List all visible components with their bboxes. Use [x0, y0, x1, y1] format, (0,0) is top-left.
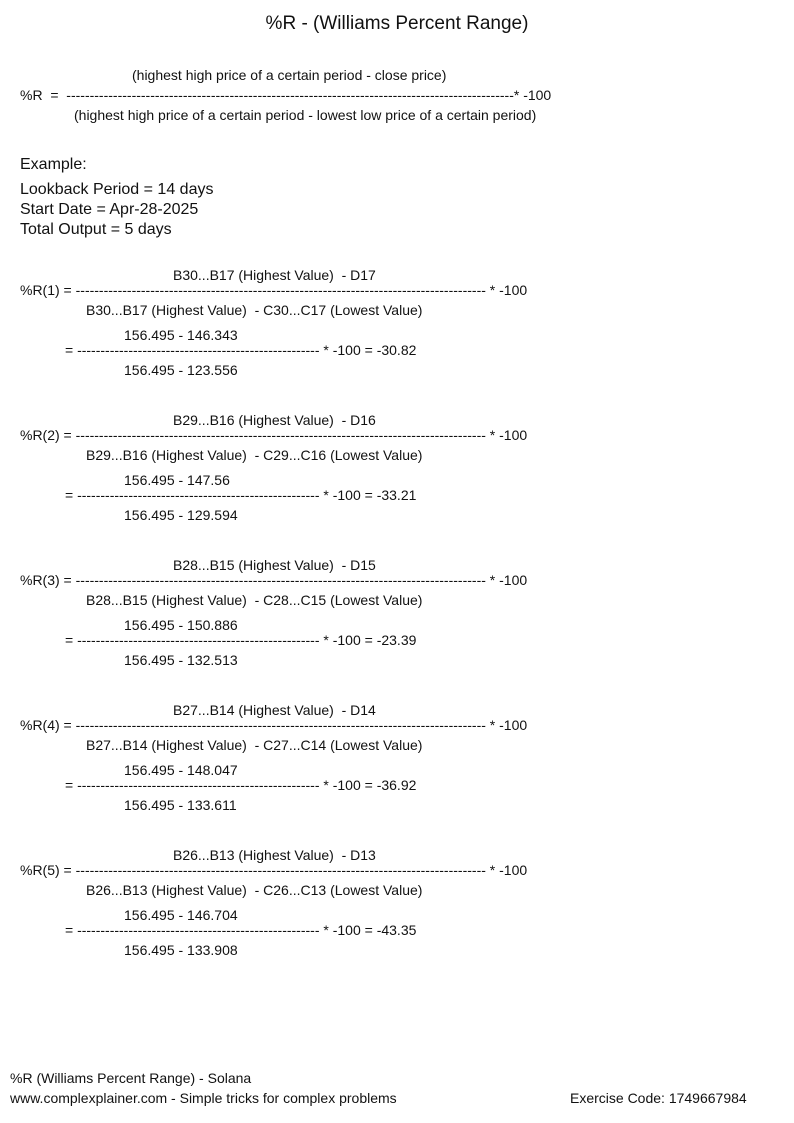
calc-numerator-values: 156.495 - 150.886 — [124, 617, 238, 633]
calc-result-line: = ---------------------------------------------------- * -100 = -36.92 — [65, 777, 417, 793]
formula-line: %R = ------------------------------------------------------------------------------------------------* -100 — [20, 87, 552, 103]
footer-title: %R (Williams Percent Range) - Solana — [10, 1070, 252, 1086]
calc-denominator-formula: B29...B16 (Highest Value) - C29...C16 (Lowest Value) — [86, 447, 423, 463]
lookback-period: Lookback Period = 14 days — [20, 181, 214, 198]
calc-denominator-formula: B30...B17 (Highest Value) - C30...C17 (Lowest Value) — [86, 302, 423, 318]
calc-result-line: = ---------------------------------------------------- * -100 = -23.39 — [65, 632, 417, 648]
calc-denominator-formula: B28...B15 (Highest Value) - C28...C15 (Lowest Value) — [86, 592, 423, 608]
calc-main-line: %R(4) = ---------------------------------------------------------------------------------------- * -100 — [20, 717, 528, 733]
exercise-code: Exercise Code: 1749667984 — [570, 1090, 747, 1106]
calc-denominator-formula: B27...B14 (Highest Value) - C27...C14 (Lowest Value) — [86, 737, 423, 753]
calc-numerator-formula: B28...B15 (Highest Value) - D15 — [173, 557, 376, 573]
total-output: Total Output = 5 days — [20, 221, 172, 238]
formula-numerator: (highest high price of a certain period - close price) — [132, 67, 447, 83]
calc-main-line: %R(2) = ---------------------------------------------------------------------------------------- * -100 — [20, 427, 528, 443]
calc-denominator-values: 156.495 - 133.908 — [124, 942, 238, 958]
calc-result-line: = ---------------------------------------------------- * -100 = -33.21 — [65, 487, 417, 503]
calc-main-line: %R(5) = ---------------------------------------------------------------------------------------- * -100 — [20, 862, 528, 878]
footer-site-link[interactable]: www.complexplainer.com - Simple tricks for complex problems — [10, 1090, 397, 1106]
calc-numerator-values: 156.495 - 147.56 — [124, 472, 230, 488]
calc-numerator-formula: B29...B16 (Highest Value) - D16 — [173, 412, 376, 428]
calc-numerator-values: 156.495 - 148.047 — [124, 762, 238, 778]
formula-denominator: (highest high price of a certain period - lowest low price of a certain period) — [74, 107, 537, 123]
calc-main-line: %R(3) = ---------------------------------------------------------------------------------------- * -100 — [20, 572, 528, 588]
calc-result-line: = ---------------------------------------------------- * -100 = -30.82 — [65, 342, 417, 358]
page-title: %R - (Williams Percent Range) — [265, 13, 529, 34]
calc-numerator-formula: B27...B14 (Highest Value) - D14 — [173, 702, 376, 718]
calc-numerator-formula: B30...B17 (Highest Value) - D17 — [173, 267, 376, 283]
calc-denominator-values: 156.495 - 129.594 — [124, 507, 238, 523]
calc-numerator-values: 156.495 - 146.343 — [124, 327, 238, 343]
calc-numerator-values: 156.495 - 146.704 — [124, 907, 238, 923]
calc-denominator-values: 156.495 - 123.556 — [124, 362, 238, 378]
start-date: Start Date = Apr-28-2025 — [20, 201, 199, 218]
calc-main-line: %R(1) = ---------------------------------------------------------------------------------------- * -100 — [20, 282, 528, 298]
calc-denominator-values: 156.495 - 132.513 — [124, 652, 238, 668]
calc-result-line: = ---------------------------------------------------- * -100 = -43.35 — [65, 922, 417, 938]
calc-numerator-formula: B26...B13 (Highest Value) - D13 — [173, 847, 376, 863]
calc-denominator-formula: B26...B13 (Highest Value) - C26...C13 (Lowest Value) — [86, 882, 423, 898]
example-heading: Example: — [20, 156, 87, 173]
calc-denominator-values: 156.495 - 133.611 — [124, 797, 237, 813]
